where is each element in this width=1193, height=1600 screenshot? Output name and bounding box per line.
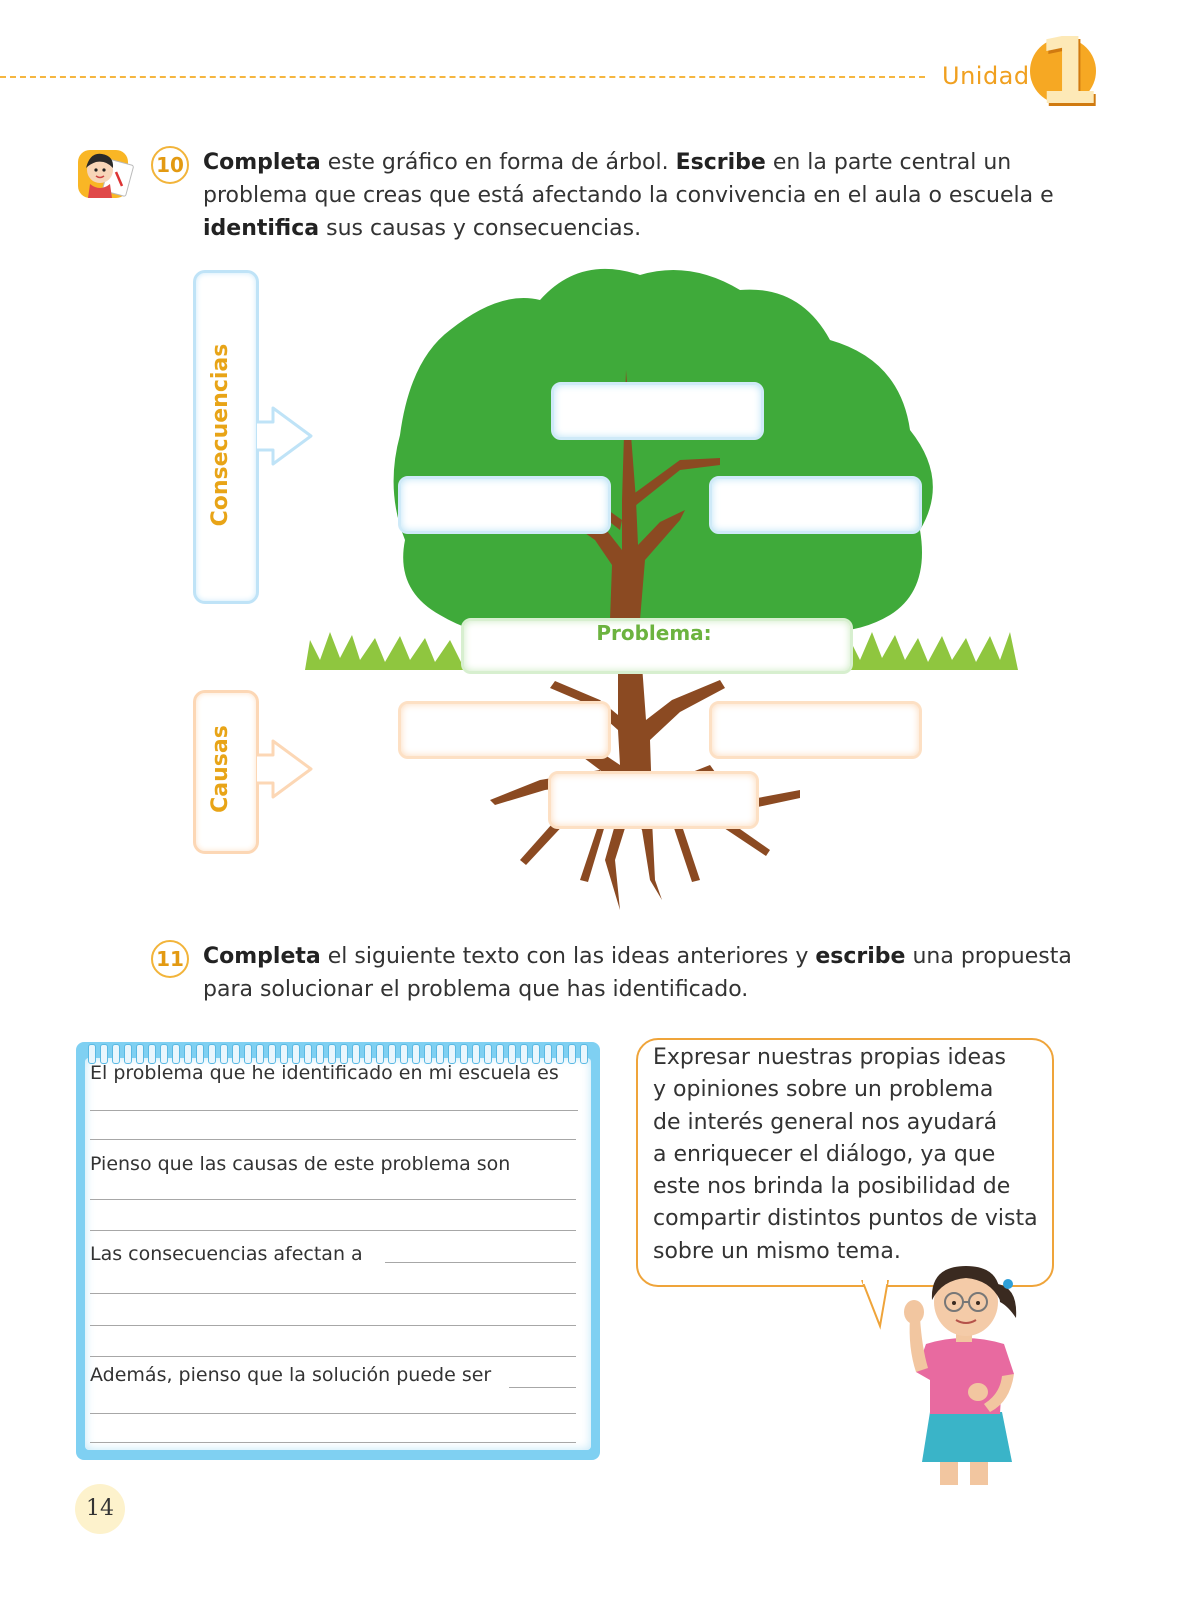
notebook-ring [100,1044,108,1064]
consequences-label: Consecuencias [208,343,233,527]
notebook-ring [568,1044,576,1064]
cause-input-bottom[interactable] [548,771,759,829]
answer-line[interactable] [90,1230,576,1231]
notebook-ring [256,1044,264,1064]
bubble-line: Expresar nuestras propias ideas [653,1045,1007,1070]
notebook-ring [556,1044,564,1064]
notebook-ring [496,1044,504,1064]
bubble-line: este nos brinda la posibilidad de [653,1174,1011,1200]
instruction-keyword: Completa [203,944,321,969]
tree-canopy [394,269,933,641]
notebook-ring [472,1044,480,1064]
speech-bubble-text [653,1042,1043,1268]
notebook-ring [316,1044,324,1064]
activity-10-instructions [203,146,1073,245]
notebook-ring [544,1044,552,1064]
problem-label: Problema: [596,621,712,645]
bubble-line: a enriquecer el diálogo, ya que [653,1141,996,1167]
page-number: 14 [75,1484,125,1534]
answer-line[interactable] [90,1199,576,1200]
cause-input-right[interactable] [709,701,922,759]
notebook-ring [232,1044,240,1064]
instruction-text: en la parte central un problema que creas que está afectando la convivencia en el aula o escuela e [203,150,1054,208]
activity-10-number: 10 [151,146,189,184]
bubble-line: de interés general nos ayudará [653,1109,998,1135]
instruction-text: una propuesta para solucionar el problema que has identificado. [203,944,1072,1002]
bubble-line: compartir distintos puntos de vista [653,1206,1038,1232]
notebook-prompt-causes: Pienso que las causas de este problema son [90,1153,511,1175]
notebook-ring [292,1044,300,1064]
notebook-ring [148,1044,156,1064]
answer-line[interactable] [90,1110,578,1111]
notebook-ring [448,1044,456,1064]
cause-input-left[interactable] [398,701,611,759]
header-dashed-rule [0,76,925,78]
notebook-prompt-consequences: Las consecuencias afectan a [90,1243,363,1265]
notebook-ring [388,1044,396,1064]
notebook-ring [160,1044,168,1064]
notebook-ring [532,1044,540,1064]
answer-line[interactable] [90,1442,576,1443]
consequence-input-top[interactable] [551,382,764,440]
notebook-ring [364,1044,372,1064]
notebook-prompt-solution: Además, pienso que la solución puede ser [90,1364,492,1386]
instruction-text: el siguiente texto con las ideas anteriores y [320,944,816,969]
notebook-ring [220,1044,228,1064]
notebook-ring [88,1044,96,1064]
notebook-ring [376,1044,384,1064]
notebook-ring [424,1044,432,1064]
answer-line[interactable] [385,1262,576,1263]
notebook-ring [508,1044,516,1064]
notebook-ring [112,1044,120,1064]
notebook-ring [244,1044,252,1064]
notebook-ring [268,1044,276,1064]
answer-line[interactable] [90,1413,576,1414]
notebook-ring [196,1044,204,1064]
girl-illustration [890,1262,1050,1487]
bubble-line: sobre un mismo tema. [653,1238,901,1264]
consequence-input-left[interactable] [398,476,611,534]
answer-line[interactable] [90,1293,576,1294]
answer-line[interactable] [90,1356,576,1357]
notebook-ring [400,1044,408,1064]
notebook-ring [304,1044,312,1064]
bubble-line: y opiniones sobre un problema [653,1077,994,1103]
notebook-ring [580,1044,588,1064]
notebook-ring [124,1044,132,1064]
notebook-ring [484,1044,492,1064]
answer-line[interactable] [90,1325,576,1326]
instruction-keyword: Completa [203,150,321,175]
notebook-ring [412,1044,420,1064]
notebook-ring [136,1044,144,1064]
student-writing-icon [76,146,134,204]
notebook-prompt-problem: El problema que he identificado en mi escuela es [90,1062,559,1084]
notebook-ring [520,1044,528,1064]
answer-line[interactable] [509,1387,576,1388]
instruction-text: sus causas y consecuencias. [319,216,642,241]
unit-label: Unidad [942,62,1030,90]
notebook-ring [184,1044,192,1064]
instruction-keyword: identifica [203,216,320,241]
notebook-ring [280,1044,288,1064]
answer-line[interactable] [90,1139,576,1140]
instruction-keyword: escribe [815,944,906,969]
notebook-ring [172,1044,180,1064]
notebook-ring [352,1044,360,1064]
instruction-keyword: Escribe [675,150,766,175]
notebook-ring [460,1044,468,1064]
notebook-ring [436,1044,444,1064]
causes-label: Causas [208,725,233,813]
notebook-ring [340,1044,348,1064]
consequence-input-right[interactable] [709,476,922,534]
notebook-ring [328,1044,336,1064]
instruction-text: este gráfico en forma de árbol. [320,150,676,175]
unit-number: 1 [1036,18,1101,125]
activity-11-instructions [203,940,1073,1006]
notebook-ring [208,1044,216,1064]
activity-11-number: 11 [151,940,189,978]
